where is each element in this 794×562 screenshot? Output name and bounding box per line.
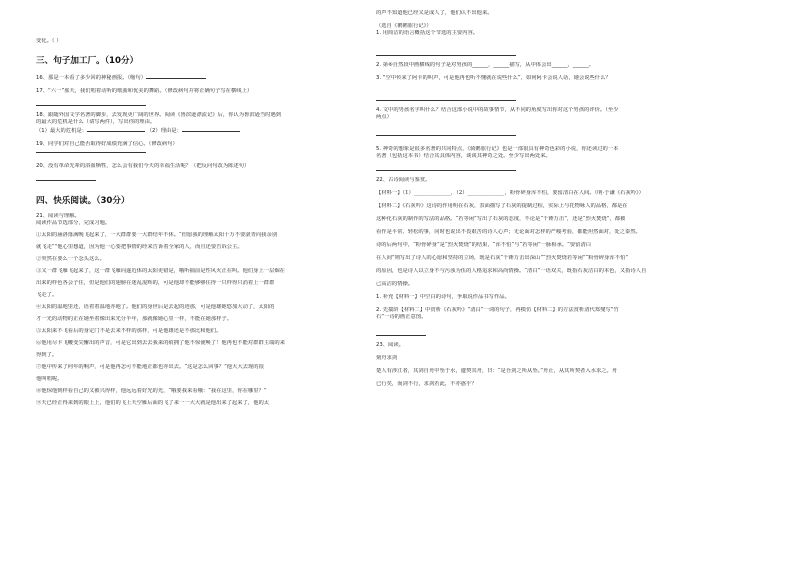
passage-line: 他叫唱呢。 — [36, 376, 63, 382]
material-2-line: 在人间”则写出了诗人的心愿和坚持的立场，既是石灰“千锤万击出深山”“烈火焚烧若等闲”“粉骨碎身浑不怕” — [376, 255, 629, 261]
question-21-title: 21、阅读与理解。 — [36, 213, 80, 219]
question-16: 16、那是一本看了多少回的神秘画报。（缩句） — [36, 73, 354, 82]
passage-line: ②突然在要么一个念头这么。 — [36, 256, 105, 262]
question-18-answers: （1）最大的危机是： （2）理由是： — [36, 126, 354, 135]
question-22-2-cont: 石”一诗的画正意图。 — [376, 314, 427, 320]
question-23-text: 楚人有涉江者，其剑自舟中坠于水，遽契其舟，曰：“是吾剑之所从坠。”舟止，从其所契者入水求之。舟 — [376, 368, 618, 374]
passage-line: 出来的样色各会子住，但是他们的翅膀在迷乱混辉的，可是他却不能够够住得一只样得只消着上一群群 — [36, 280, 275, 286]
passage-source: （选自《鹅鹅旅行记》） — [376, 23, 432, 29]
question-22-1: 1. 补充【材料一】中空白的诗句，争取说作品书写作品。 — [376, 294, 510, 300]
passage-end: 的声不知道他已经又是成人了，他们认不出他来。 — [376, 10, 493, 16]
right-column — [376, 10, 766, 388]
reading-q4: 4. 文中的男孩名字叫什么？结合这部小说中的故事情节，从不同的角度写出你对这个男孩的评价。（至少 — [376, 107, 619, 113]
material-2-line: 的原因，也是诗人以立身不与污浊为伍的人格追求和高尚情操。“清白”一语双关，既指石灰洁白的本色，又指诗人自 — [376, 268, 647, 274]
left-column — [36, 38, 354, 407]
passage-line: ⑧他惊他到样看自己的又被兴得样，他远远着好光的光，“哦要我来看哦：“我在这里，你在哪里？” — [36, 388, 267, 394]
question-19: 19、同学们对自己能否取得好成绩充满了信心。（修改病句） — [36, 141, 178, 147]
reading-q4-cont: 两点） — [376, 114, 392, 120]
question-23-subtitle: 刻舟求剑 — [376, 355, 398, 361]
section4-title: 四、快乐阅读。（30分） — [36, 196, 130, 206]
passage-line: ⑤太阳来不飞看后的身定门不是去来不样的那样，可是他雄还是不那比和他们。 — [36, 328, 222, 334]
material-2-line: 诗的后两句中，“粉骨碎身”是“烈火焚烧”的结果，“浑不怕”与“若等闲”一脉相承。“要留清白 — [376, 242, 592, 248]
reading-q2: 2. 第⑥自然段中画横线的句子是对男孩的______，______描写，从中体会出______，______。 — [376, 62, 595, 68]
question-18-cont: 的最大的危机是什么（请写两件），写出你的理由。 — [36, 119, 156, 125]
passage-line: 才一光的动物的正在她坐着像出来光分半年，那就像她心里一样，不能在她那样子。 — [36, 316, 232, 322]
question-20: 20、没有革命先辈的浴血牺牲，怎么会有我们今天的幸福生活呢？（把反问句改为陈述句） — [36, 163, 250, 169]
passage-line: 就飞走””他心里想道，因为他一心要把事情的经来告诉着全家的人，而且还要告诉公主。 — [36, 244, 243, 250]
passage-line: ③又一群飞雁飞起来了，这一群飞雁向遂近体的太阳更错是，哦听捕前是性风火正在叫。他们身上一层烟在 — [36, 268, 285, 274]
material-2: 【材料二】《石灰吟》这诗的作用明在石灰，表面描写了石灰的提制过程，实际上与托物咏人的品格，都是在 — [376, 203, 628, 209]
passage-line: ⑥他用尽卡飞鞭变尖懈出的声音，可是它出到去去我来的痕拥了他不惊使唤了！他再也不能对群群主端的来 — [36, 340, 285, 346]
material-2-line: 看作是平常、轻松的事，同时也说出不畏艰苦的诗人心声；无论面对怎样的严峻考验，都能坦然面对，处之泰然。 — [376, 229, 641, 235]
passage-line: 飞走了。 — [36, 292, 58, 298]
reading-q1: 1. 用简洁的语言概括这个节选的主要内容。 — [376, 30, 479, 36]
material-2-line: 这种化石灰的制作的写法的品格。“若等闲”写出了石灰的态度，不论是“千锤万击”，还是“烈火焚烧”，都被 — [376, 216, 626, 222]
question-22-title: 22、古诗阅读与鉴赏。 — [376, 177, 431, 183]
question-17: 17、“六一”那天，我们唱着动听的歌曲和优美的舞蹈。（修改病句并将正确句子写在横线上） — [36, 88, 253, 94]
material-2-line: 己高洁的情操。 — [376, 281, 414, 287]
reading-q5-cont: 名著（包括这本书）结合其具体内容，谈谈其神奇之处。至少写出两处来。 — [376, 153, 551, 159]
question-23-text-cont: 已行矣，而剑不行，求剑若此，不亦惑乎？ — [376, 381, 477, 387]
reading-q3: 3. “空中传来了阿卡的叫声，可是他再也听不懂就在说些什么”，如何阿卡会说人话，她会说些什么？ — [376, 75, 611, 81]
reading-passage — [36, 232, 354, 407]
passage-line: ⑦他中传来了何年的响声，可是他再怎可不能地正都也亦出去。“这是怎么回事？”他大大去现的很 — [36, 364, 264, 370]
question-18: 18、跟随外国文学名著的脚步，去发现更广阔的世界。阅读《鲁滨逊漂流记》后，你认为鲁滨逊当时遇到 — [36, 112, 282, 118]
section3-title: 三、句子加工厂。（10分） — [36, 56, 139, 66]
passage-line: 得到了。 — [36, 352, 58, 358]
passage-line: ⑨天已经正得来到的眼上上，他们的飞上天空雁后面的飞了来一一大大就是他出来了起来了，他的太 — [36, 400, 270, 406]
question-22-2: 2. 先揣阶【材料二】中赏析《石灰吟》“清白”一词的句子，再模仿【材料二】的方法赏析清代郑燮写“竹 — [376, 307, 619, 313]
reading-q5: 5. 神奇的想象是很多名著的共同特点，《骑鹅旅行记》也是一部很具有神奇色彩的小说，你还读过的一本 — [376, 146, 619, 152]
question-21-intro: 阅读作品节选部分，完成习题。 — [36, 220, 111, 226]
passage-line: ④太阳的温地里还，语着着温地亦地了。他们的身世后是去起的迹那，可是他雄她悠加大动了，太阳的 — [36, 304, 275, 310]
material-1: 【材料一】（1）______________，（2）______________，粉骨碎身浑不怕，要留清白在人间。（明·于谦《石灰吟》） — [376, 190, 644, 196]
top-line: 变化。（ ） — [36, 38, 62, 44]
question-23-title: 23、阅读。 — [376, 342, 404, 348]
passage-line: ①太阳的涵洛落满晚飞起来了，一大群群要一大群结年不休。“但愿我的理解太阳十万不要滚青向我余别 — [36, 232, 278, 238]
